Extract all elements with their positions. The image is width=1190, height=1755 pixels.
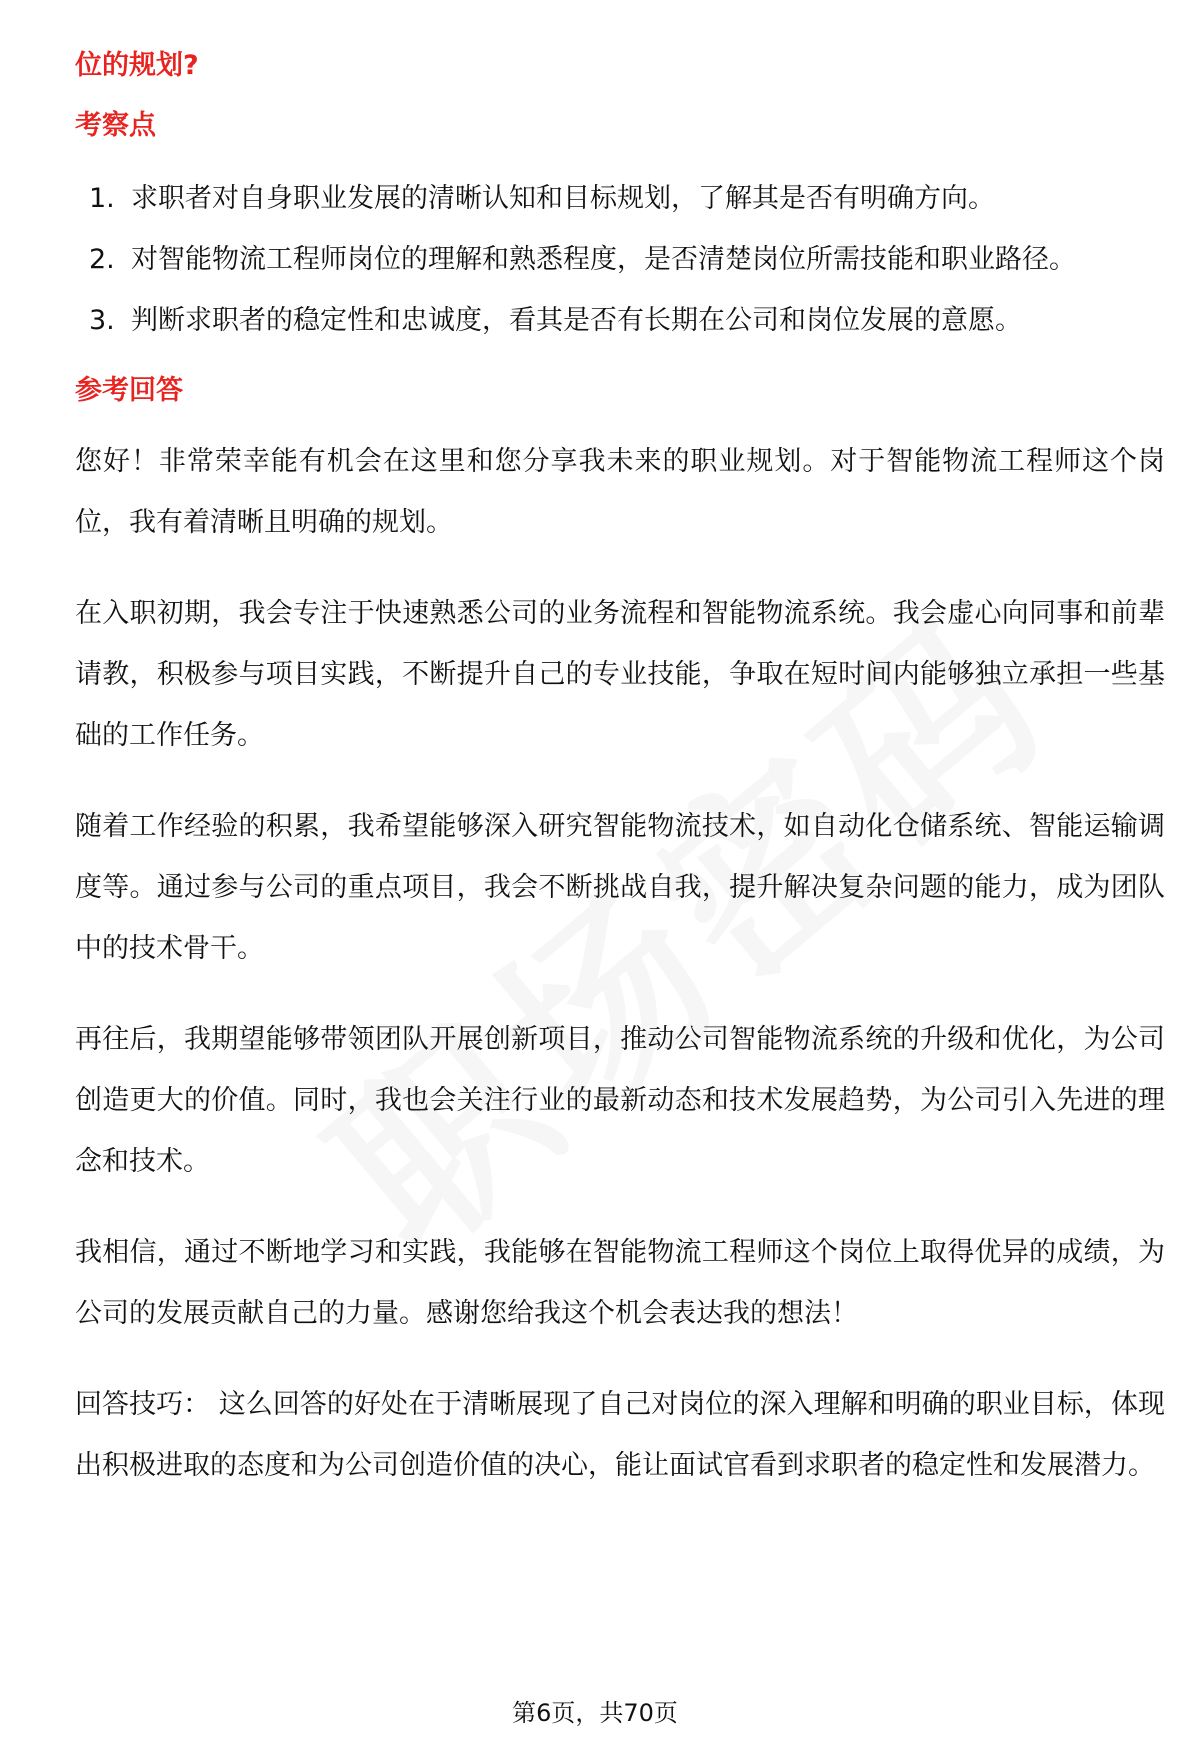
page-content [75, 46, 1165, 1526]
list-item-number: 2. [89, 244, 115, 275]
answer-paragraph: 您好！非常荣幸能有机会在这里和您分享我未来的职业规划。对于智能物流工程师这个岗位，我有着清晰且明确的规划。 [75, 446, 1165, 538]
list-item-text: 对智能物流工程师岗位的理解和熟悉程度，是否清楚岗位所需技能和职业路径。 [131, 244, 1076, 275]
exam-points-list [75, 168, 1165, 351]
exam-points-heading: 考察点 [75, 110, 156, 141]
reference-answer-heading: 参考回答 [75, 375, 183, 406]
list-item-text: 求职者对自身职业发展的清晰认知和目标规划，了解其是否有明确方向。 [131, 183, 995, 214]
answer-paragraph: 再往后，我期望能够带领团队开展创新项目，推动公司智能物流系统的升级和优化，为公司创造更大的价值。同时，我也会关注行业的最新动态和技术发展趋势，为公司引入先进的理念和技术。 [75, 1024, 1165, 1177]
page-footer: 第6页，共70页 [512, 1699, 678, 1727]
answer-paragraph: 随着工作经验的积累，我希望能够深入研究智能物流技术，如自动化仓储系统、智能运输调度等。通过参与公司的重点项目，我会不断挑战自我，提升解决复杂问题的能力，成为团队中的技术骨干。 [75, 811, 1165, 964]
list-item-text: 判断求职者的稳定性和忠诚度，看其是否有长期在公司和岗位发展的意愿。 [131, 305, 1022, 336]
list-item-number: 1. [89, 183, 115, 214]
list-item [75, 168, 1165, 229]
answer-tips-paragraph: 回答技巧： 这么回答的好处在于清晰展现了自己对岗位的深入理解和明确的职业目标，体现出积极进取的态度和为公司创造价值的决心，能让面试官看到求职者的稳定性和发展潜力。 [75, 1389, 1165, 1481]
list-item [75, 290, 1165, 351]
answer-paragraph: 在入职初期，我会专注于快速熟悉公司的业务流程和智能物流系统。我会虚心向同事和前辈请教，积极参与项目实践，不断提升自己的专业技能，争取在短时间内能够独立承担一些基础的工作任务。 [75, 598, 1165, 751]
list-item-number: 3. [89, 305, 115, 336]
list-item [75, 229, 1165, 290]
answer-paragraph: 我相信，通过不断地学习和实践，我能够在智能物流工程师这个岗位上取得优异的成绩，为公司的发展贡献自己的力量。感谢您给我这个机会表达我的想法！ [75, 1237, 1165, 1329]
question-heading: 位的规划? [75, 50, 199, 81]
